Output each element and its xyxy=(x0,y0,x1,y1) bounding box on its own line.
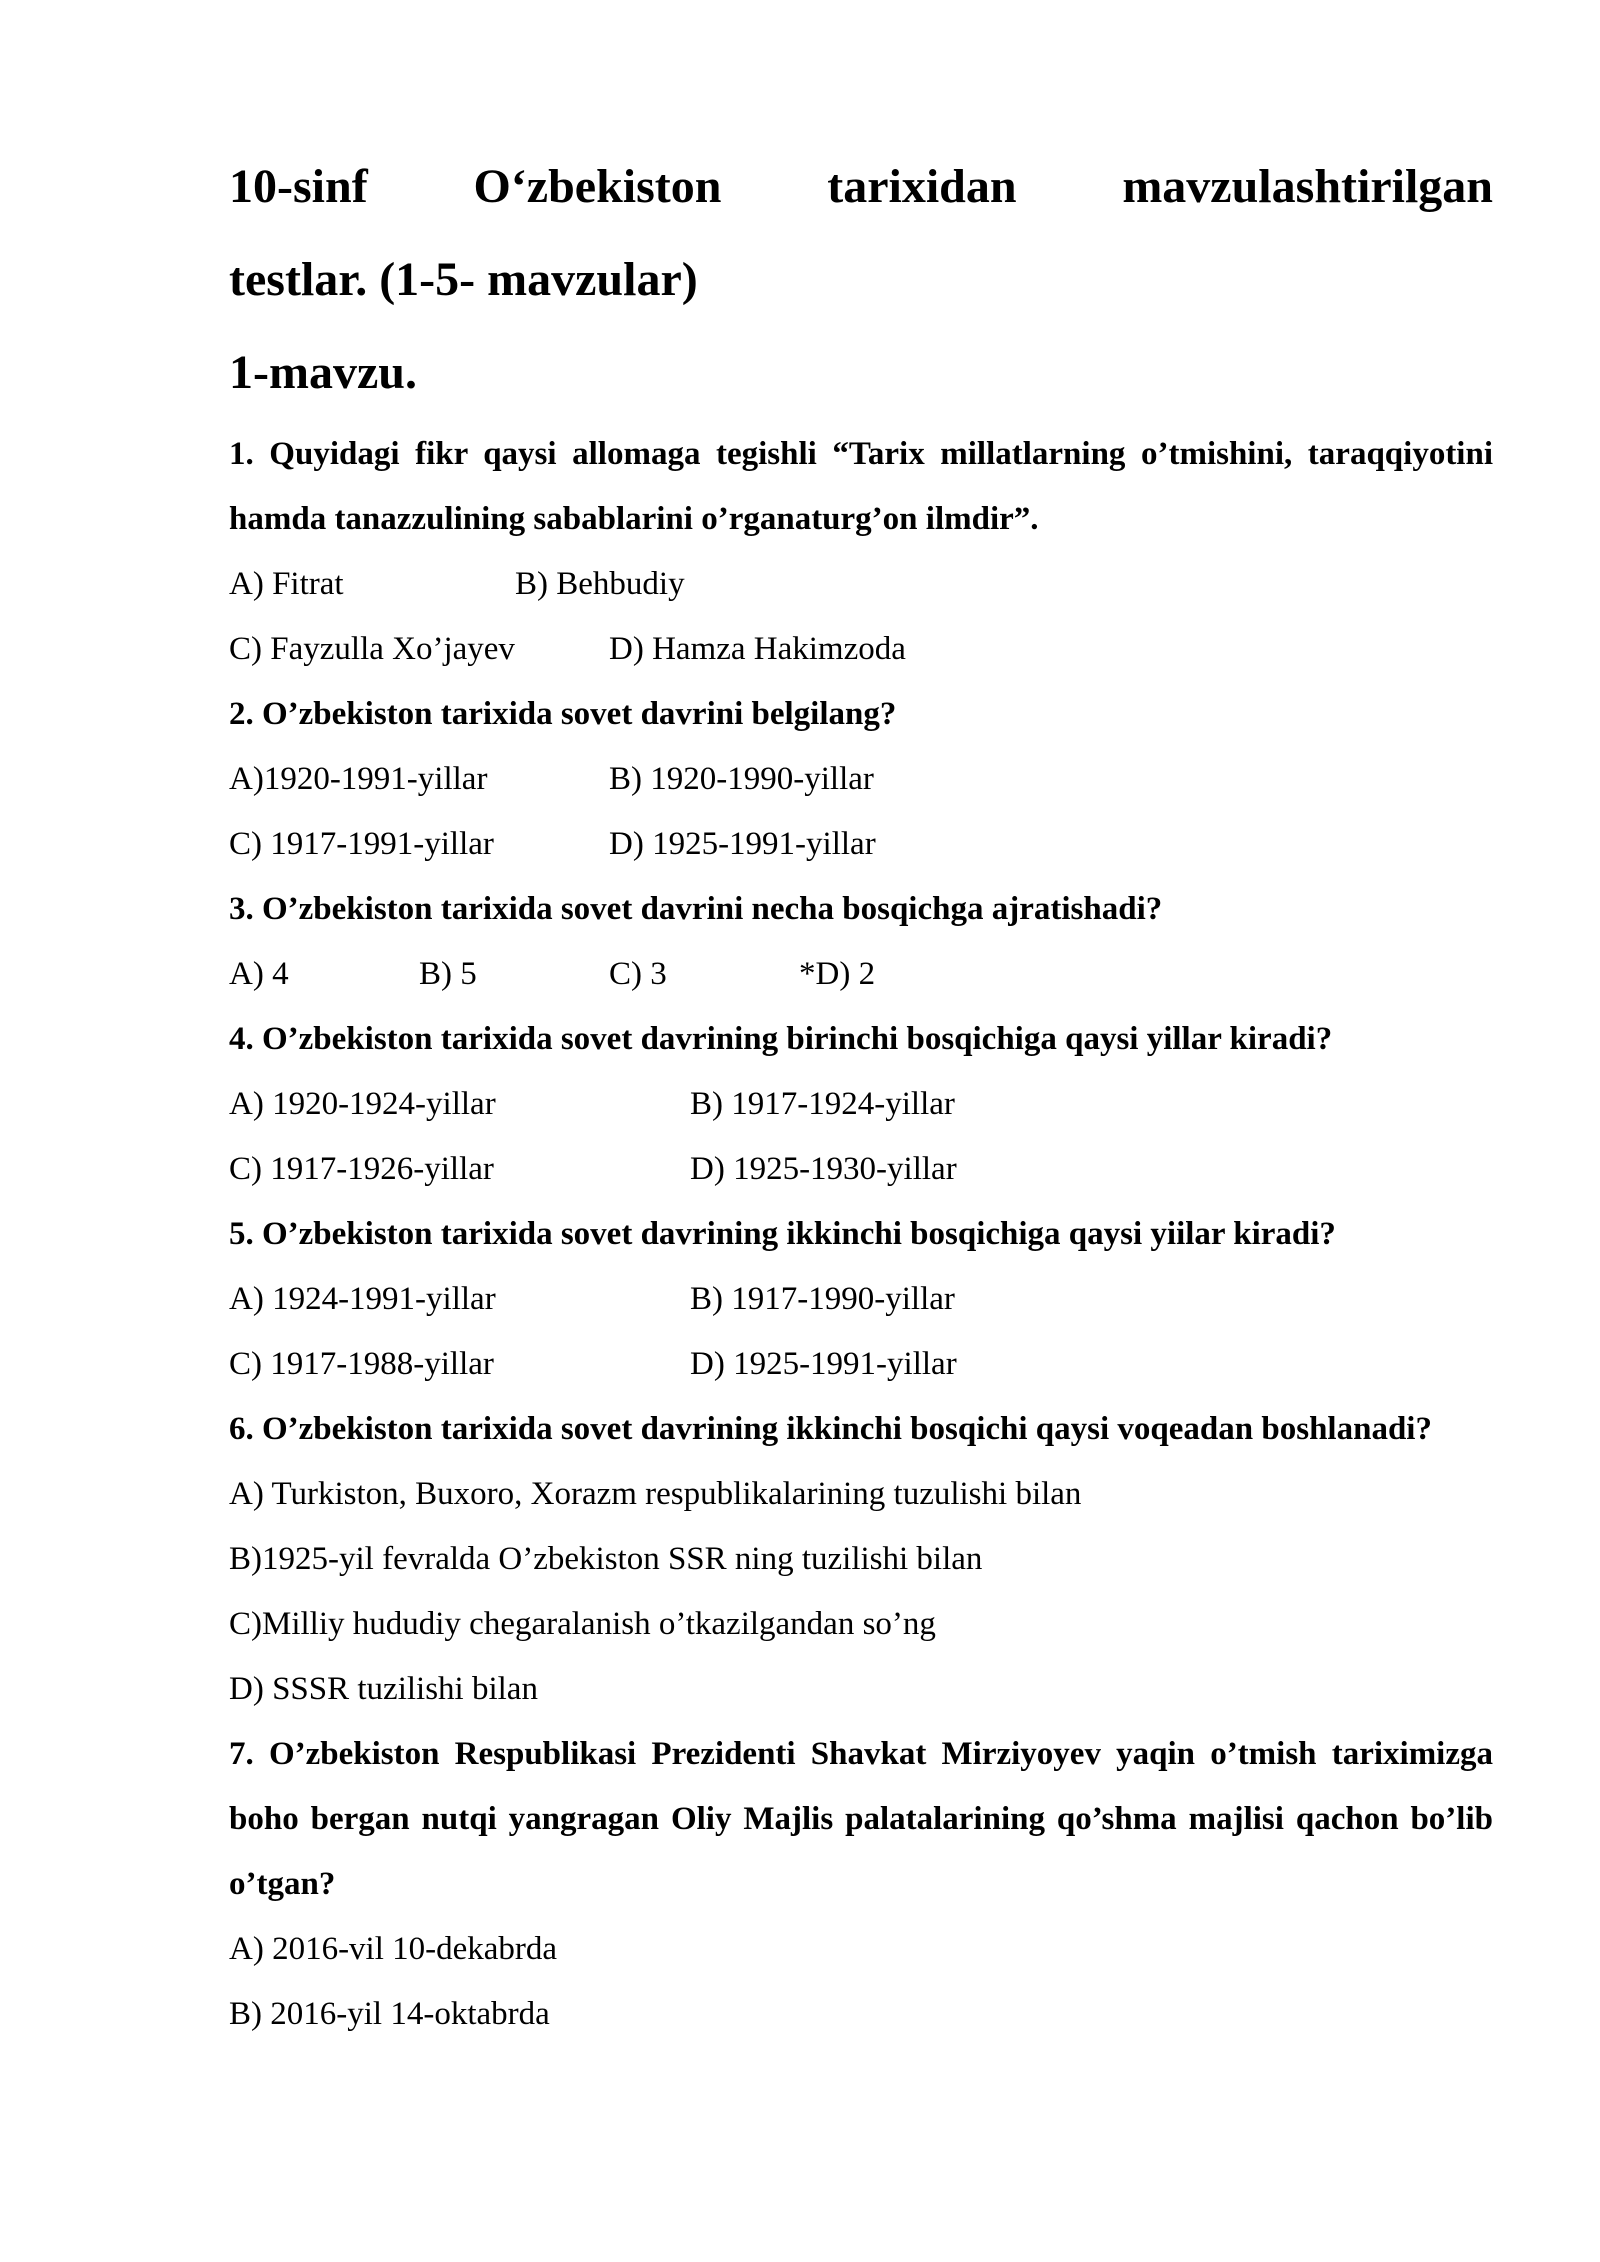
topic-heading: 1-mavzu. xyxy=(229,346,417,399)
options-row xyxy=(229,1332,1493,1397)
option-c: C) 3 xyxy=(609,956,667,992)
options-row xyxy=(229,1072,1493,1137)
option-a: A) 1920-1924-yillar xyxy=(229,1086,496,1122)
option-c: C) 1917-1926-yillar xyxy=(229,1151,494,1187)
document-content xyxy=(229,140,1493,2047)
question-1: 1. Quyidagi fikr qaysi allomaga tegishli “Tarix millatlarning o’tmishini, taraqqiyotini hamda tanazzulining sabablarini o’rganaturg’on ilmdir”. xyxy=(229,436,1493,537)
options-row xyxy=(229,552,1493,617)
options-row xyxy=(229,617,1493,682)
option-c: C) 1917-1991-yillar xyxy=(229,826,494,862)
document-title-line-1 xyxy=(229,140,1493,233)
question-7: 7. O’zbekiston Respublikasi Prezidenti Shavkat Mirziyoyev yaqin o’tmish tariximizga boho bergan nutqi yangragan Oliy Majlis palatalarining qo’shma majlisi qachon bo’lib o’tgan? xyxy=(229,1736,1493,1902)
option-b: B)1925-yil fevralda O’zbekiston SSR ning tuzilishi bilan xyxy=(229,1541,983,1577)
option-a: A) 1924-1991-yillar xyxy=(229,1281,496,1317)
option-d: D) 1925-1930-yillar xyxy=(690,1151,957,1187)
question-6: 6. O’zbekiston tarixida sovet davrining ikkinchi bosqichi qaysi voqeadan boshlanadi? xyxy=(229,1411,1432,1447)
option-b: B) 2016-yil 14-oktabrda xyxy=(229,1996,550,2032)
option-a: A) Fitrat xyxy=(229,566,344,602)
options-row xyxy=(229,942,1493,1007)
option-c: C) 1917-1988-yillar xyxy=(229,1346,494,1382)
option-c: C)Milliy hududiy chegaralanish o’tkazilgandan so’ng xyxy=(229,1606,936,1642)
option-a: A)1920-1991-yillar xyxy=(229,761,488,797)
option-d: D) Hamza Hakimzoda xyxy=(609,631,906,667)
option-b: B) 5 xyxy=(419,956,477,992)
option-c: C) Fayzulla Xo’jayev xyxy=(229,631,515,667)
title-word: mavzulashtirilgan xyxy=(1122,160,1493,213)
title-word: O‘zbekiston xyxy=(473,160,722,213)
question-3: 3. O’zbekiston tarixida sovet davrini necha bosqichga ajratishadi? xyxy=(229,891,1163,927)
option-d: D) 1925-1991-yillar xyxy=(609,826,876,862)
option-a: A) 2016-vil 10-dekabrda xyxy=(229,1931,558,1967)
options-row xyxy=(229,812,1493,877)
title-word: tarixidan xyxy=(827,160,1017,213)
option-b: B) 1917-1924-yillar xyxy=(690,1086,955,1122)
document-title-line-2: testlar. (1-5- mavzular) xyxy=(229,253,698,306)
option-d: D) SSSR tuzilishi bilan xyxy=(229,1671,538,1707)
question-4: 4. O’zbekiston tarixida sovet davrining birinchi bosqichiga qaysi yillar kiradi? xyxy=(229,1021,1333,1057)
question-2: 2. O’zbekiston tarixida sovet davrini belgilang? xyxy=(229,696,897,732)
option-b: B) 1920-1990-yillar xyxy=(609,761,874,797)
options-row xyxy=(229,1267,1493,1332)
options-row xyxy=(229,1137,1493,1202)
option-b: B) 1917-1990-yillar xyxy=(690,1281,955,1317)
options-row xyxy=(229,747,1493,812)
option-d: D) 1925-1991-yillar xyxy=(690,1346,957,1382)
option-a: A) 4 xyxy=(229,956,289,992)
option-a: A) Turkiston, Buxoro, Xorazm respublikalarining tuzulishi bilan xyxy=(229,1476,1082,1512)
option-d: *D) 2 xyxy=(799,956,876,992)
option-b: B) Behbudiy xyxy=(515,566,685,602)
question-5: 5. O’zbekiston tarixida sovet davrining ikkinchi bosqichiga qaysi yiilar kiradi? xyxy=(229,1216,1336,1252)
title-word: 10-sinf xyxy=(229,160,368,213)
